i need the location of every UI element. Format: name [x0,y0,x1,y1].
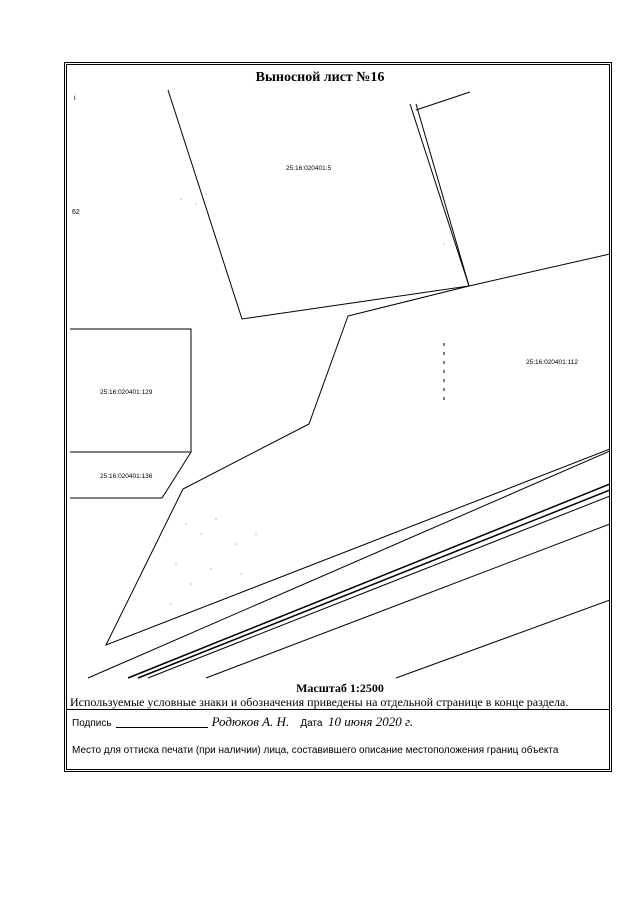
date-label: Дата [300,718,323,729]
road-line-2 [206,524,610,678]
road-line-1 [88,451,610,678]
signature-row [72,714,413,730]
parcel-5-label: 25:16:020401:5 [286,165,332,172]
sheet-title: Выносной лист №16 [255,70,385,85]
parcel-corner-line [416,92,470,110]
scan-speckle [170,193,445,610]
signatory-name: Родюков А. Н. [211,714,290,729]
map-scale: Масштаб 1:2500 [296,681,384,695]
section-divider [66,709,610,710]
marker-top-left: i [74,95,76,102]
stamp-note: Место для оттиска печати (при наличии) лица, составившего описание местоположения границ объекта [72,745,559,756]
signature-label: Подпись [72,718,112,729]
cadastral-map [66,64,610,684]
road-edge-line [410,104,469,286]
legend-note: Используемые условные знаки и обозначения приведены на отдельной странице в конце раздела. [70,695,569,709]
date-value: 10 июня 2020 г. [328,714,414,729]
rail-line-2 [138,490,610,678]
parcel-5-boundary [168,90,469,319]
parcel-112-boundary [106,254,610,645]
rail-line-1 [128,484,610,678]
parcel-136-label: 25:16:020401:136 [100,473,153,480]
parcel-112-label: 25:16:020401:112 [526,359,578,366]
road-line-3 [396,600,610,678]
marker-left: 62 [72,209,80,216]
rail-line-3 [148,496,610,678]
signature-line [116,727,208,728]
parcel-129-label: 25:16:020401:129 [100,389,153,396]
